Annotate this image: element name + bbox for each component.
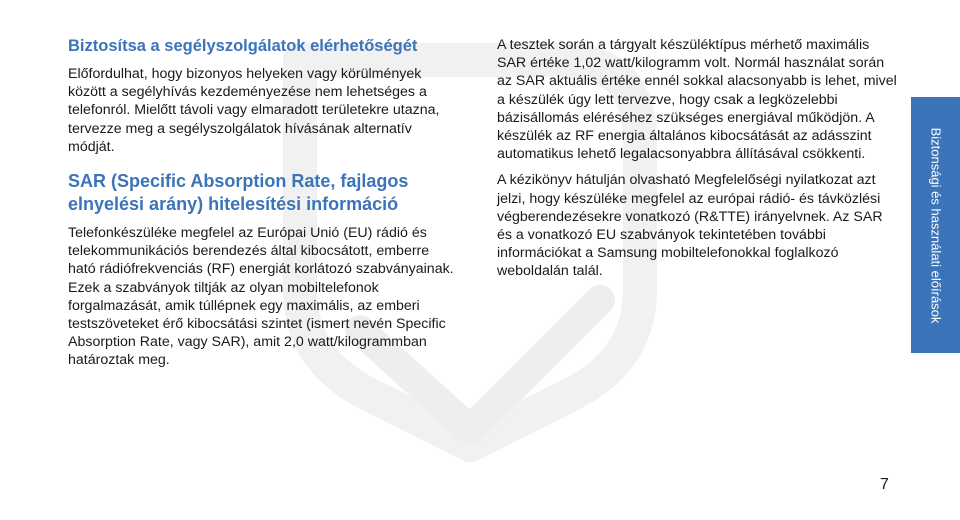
- left-column: [68, 36, 460, 370]
- emergency-section-title: Biztosítsa a segélyszolgálatok elérhetőségét: [68, 37, 418, 55]
- right-column: [497, 36, 897, 281]
- emergency-section-body: Előfordulhat, hogy bizonyos helyeken vagy körülmények között a segélyhívás kezdeményezése nem lehetséges a telefonról. Mielőtt távoli vagy elmaradott területekre utazna, tervezze meg a segélyszolgálatok hívásának alternatív módját.: [68, 66, 440, 155]
- page-number: 7: [880, 476, 889, 493]
- sar-section-title: SAR (Specific Absorption Rate, fajlagos elnyelési arány) hitelesítési információ: [68, 171, 409, 215]
- sar-section-body: Telefonkészüléke megfelel az Európai Unió (EU) rádió és telekommunikációs berendezés által kibocsátott, emberre ható rádiófrekvenciás (RF) energiát korlátozó szabványainak. Ezek a szabványok tiltják az olyan mobiltelefonok forgalmazását, amik túllépnek egy maximális, az emberi testszöveteket érő kibocsátási szintet (ismert nevén Specific Absorption Rate, vagy SAR), amit 2,0 watt/kilogrammban határoztak meg.: [68, 225, 454, 369]
- sar-value-paragraph: A tesztek során a tárgyalt készüléktípus mérhető maximális SAR értéke 1,02 watt/kilogramm volt. Normál használat során az SAR aktuális értéke ennél sokkal alacsonyabb is lehet, mivel a készülék úgy lett tervezve, hogy csak a legközelebbi bázisállomás eléréséhez szükséges energiával működjön. A készülék az RF energia általános kibocsátását az adásszint automatikus lehető legalacsonyabbra állításával csökkenti.: [497, 37, 897, 163]
- side-tab: [911, 97, 960, 353]
- declaration-paragraph: A kézikönyv hátulján olvasható Megfelelőségi nyilatkozat azt jelzi, hogy készüléke megfelel az európai rádió- és távközlési végberendezésekre vonatkozó (R&TTE) irányelvnek. Az SAR és a vonatkozó EU szabványok tekintetében további információkat a Samsung mobiltelefonokkal foglalkozó weboldalán talál.: [497, 172, 883, 280]
- side-tab-label: Biztonsági és használati előírások: [928, 127, 943, 323]
